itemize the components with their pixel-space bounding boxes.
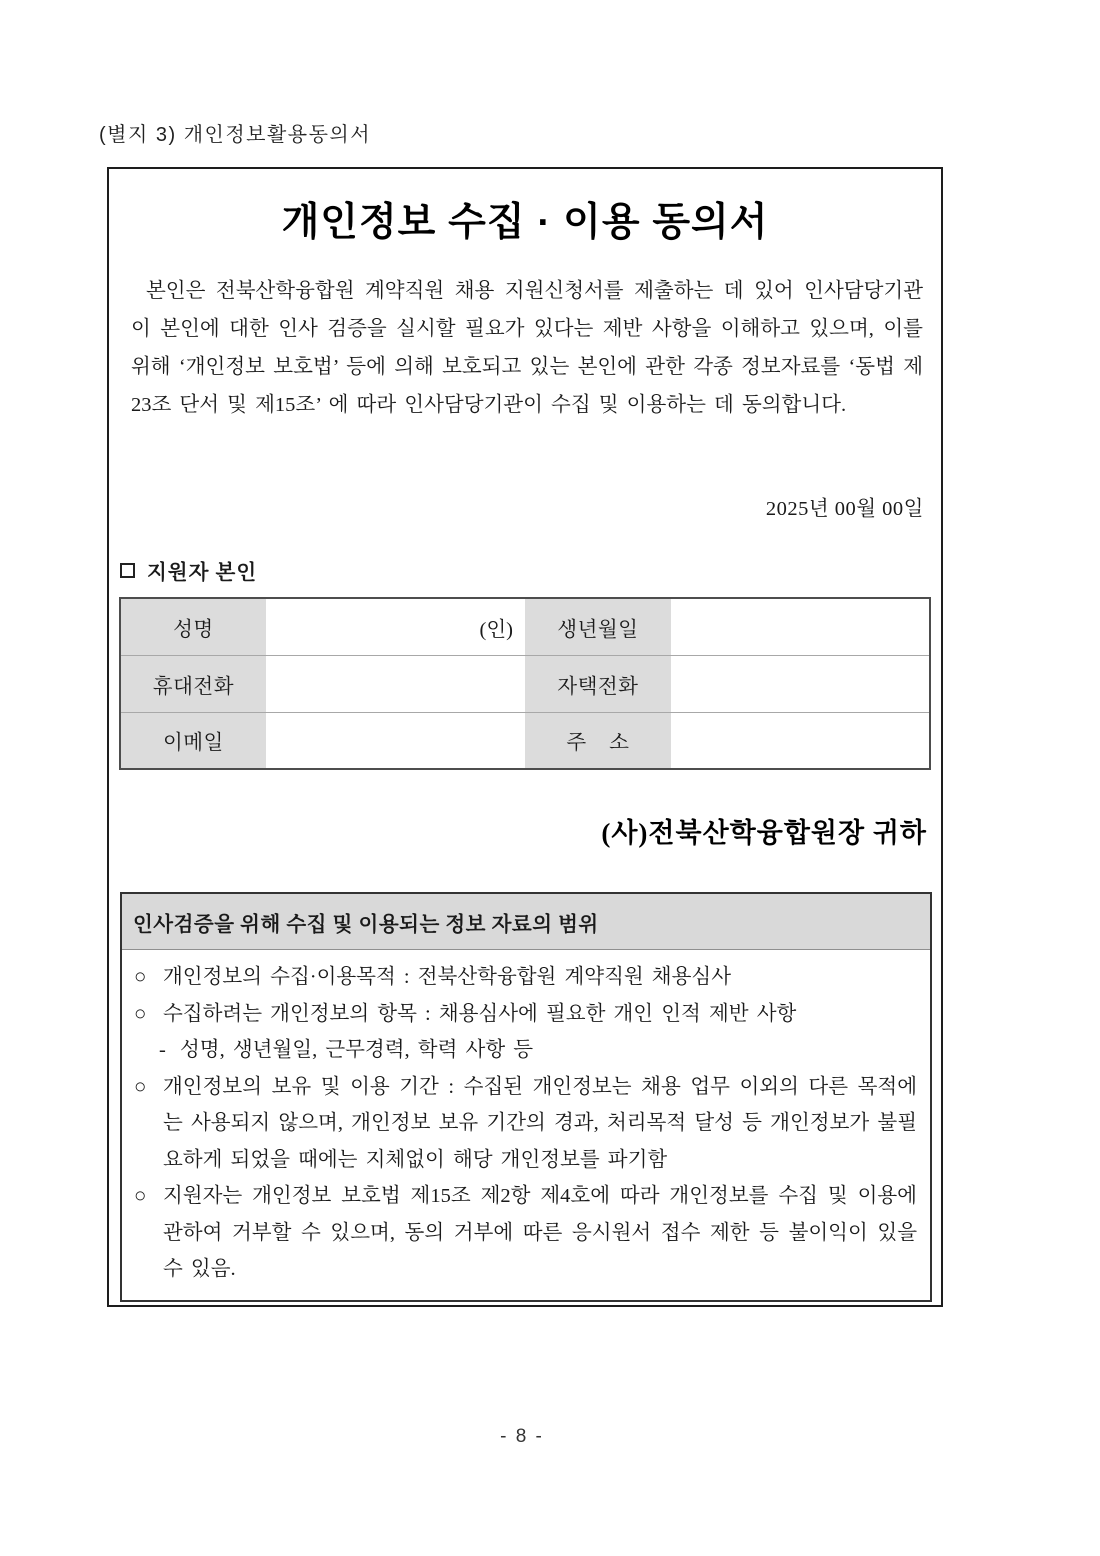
info-scope-heading: 인사검증을 위해 수집 및 이용되는 정보 자료의 범위 (122, 894, 930, 950)
list-item-text: 지원자는 개인정보 보호법 제15조 제2항 제4호에 따라 개인정보를 수집 및 이용에 관하여 거부할 수 있으며, 동의 거부에 따른 응시원서 접수 제한 등 불이익이 있을 수 있음. (163, 1185, 917, 1280)
field-mobile-value (266, 655, 525, 712)
field-email-value (266, 712, 525, 769)
applicant-section-heading (120, 555, 257, 585)
field-birthdate-label: 생년월일 (525, 598, 671, 655)
list-item-text: 개인정보의 수집·이용목적 : 전북산학융합원 계약직원 채용심사 (163, 966, 732, 988)
field-name-label: 성명 (120, 598, 266, 655)
table-row (120, 598, 930, 655)
field-name-value: (인) (479, 618, 513, 641)
list-item-text: 성명, 생년월일, 근무경력, 학력 사항 등 (180, 1039, 534, 1061)
field-address-label: 주 소 (525, 712, 671, 769)
circle-bullet-icon: ○ (134, 1185, 147, 1207)
consent-form-box (107, 167, 943, 1307)
list-item (134, 959, 917, 996)
field-homephone-value (671, 655, 930, 712)
page-number: - 8 - (500, 1426, 544, 1447)
attachment-label: (별지 3) 개인정보활용동의서 (99, 124, 372, 146)
date-line: 2025년 00월 00일 (765, 498, 924, 520)
list-item (134, 1178, 917, 1288)
form-title: 개인정보 수집 · 이용 동의서 (281, 201, 769, 244)
field-birthdate-value (671, 598, 930, 655)
dash-bullet-icon: - (159, 1039, 166, 1061)
info-scope-body (122, 950, 930, 1300)
table-row (120, 712, 930, 769)
applicant-info-table (119, 597, 931, 770)
circle-bullet-icon: ○ (134, 1002, 147, 1025)
info-scope-box (120, 892, 932, 1302)
list-item (134, 996, 917, 1033)
table-row (120, 655, 930, 712)
circle-bullet-icon: ○ (134, 966, 147, 988)
applicant-heading-label: 지원자 본인 (147, 562, 258, 584)
list-item-text: 수집하려는 개인정보의 항목 : 채용심사에 필요한 개인 인적 제반 사항 (163, 1002, 797, 1025)
field-address-value (671, 712, 930, 769)
circle-bullet-icon: ○ (134, 1075, 147, 1098)
field-mobile-label: 휴대전화 (120, 655, 266, 712)
checkbox-icon (120, 563, 135, 578)
list-subitem (134, 1032, 917, 1069)
list-item-text: 개인정보의 보유 및 이용 기간 : 수집된 개인정보는 채용 업무 이외의 다른 목적에는 사용되지 않으며, 개인정보 보유 기간의 경과, 처리목적 달성 등 개인정보가 불필요하게 되었을 때에는 지체없이 해당 개인정보를 파기함 (163, 1075, 917, 1171)
consent-intro-paragraph: 본인은 전북산학융합원 계약직원 채용 지원신청서를 제출하는 데 있어 인사담당기관이 본인에 대한 인사 검증을 실시할 필요가 있다는 제반 사항을 이해하고 있으며, 이를 위해 ‘개인정보 보호법’ 등에 의해 보호되고 있는 본인에 관한 각종 정보자료를 ‘동법 제23조 단서 및 제15조’ 에 따라 인사담당기관이 수집 및 이용하는 데 동의합니다. (131, 280, 923, 416)
field-homephone-label: 자택전화 (525, 655, 671, 712)
addressee-line: (사)전북산학융합원장 귀하 (601, 818, 927, 848)
field-email-label: 이메일 (120, 712, 266, 769)
list-item (134, 1069, 917, 1179)
